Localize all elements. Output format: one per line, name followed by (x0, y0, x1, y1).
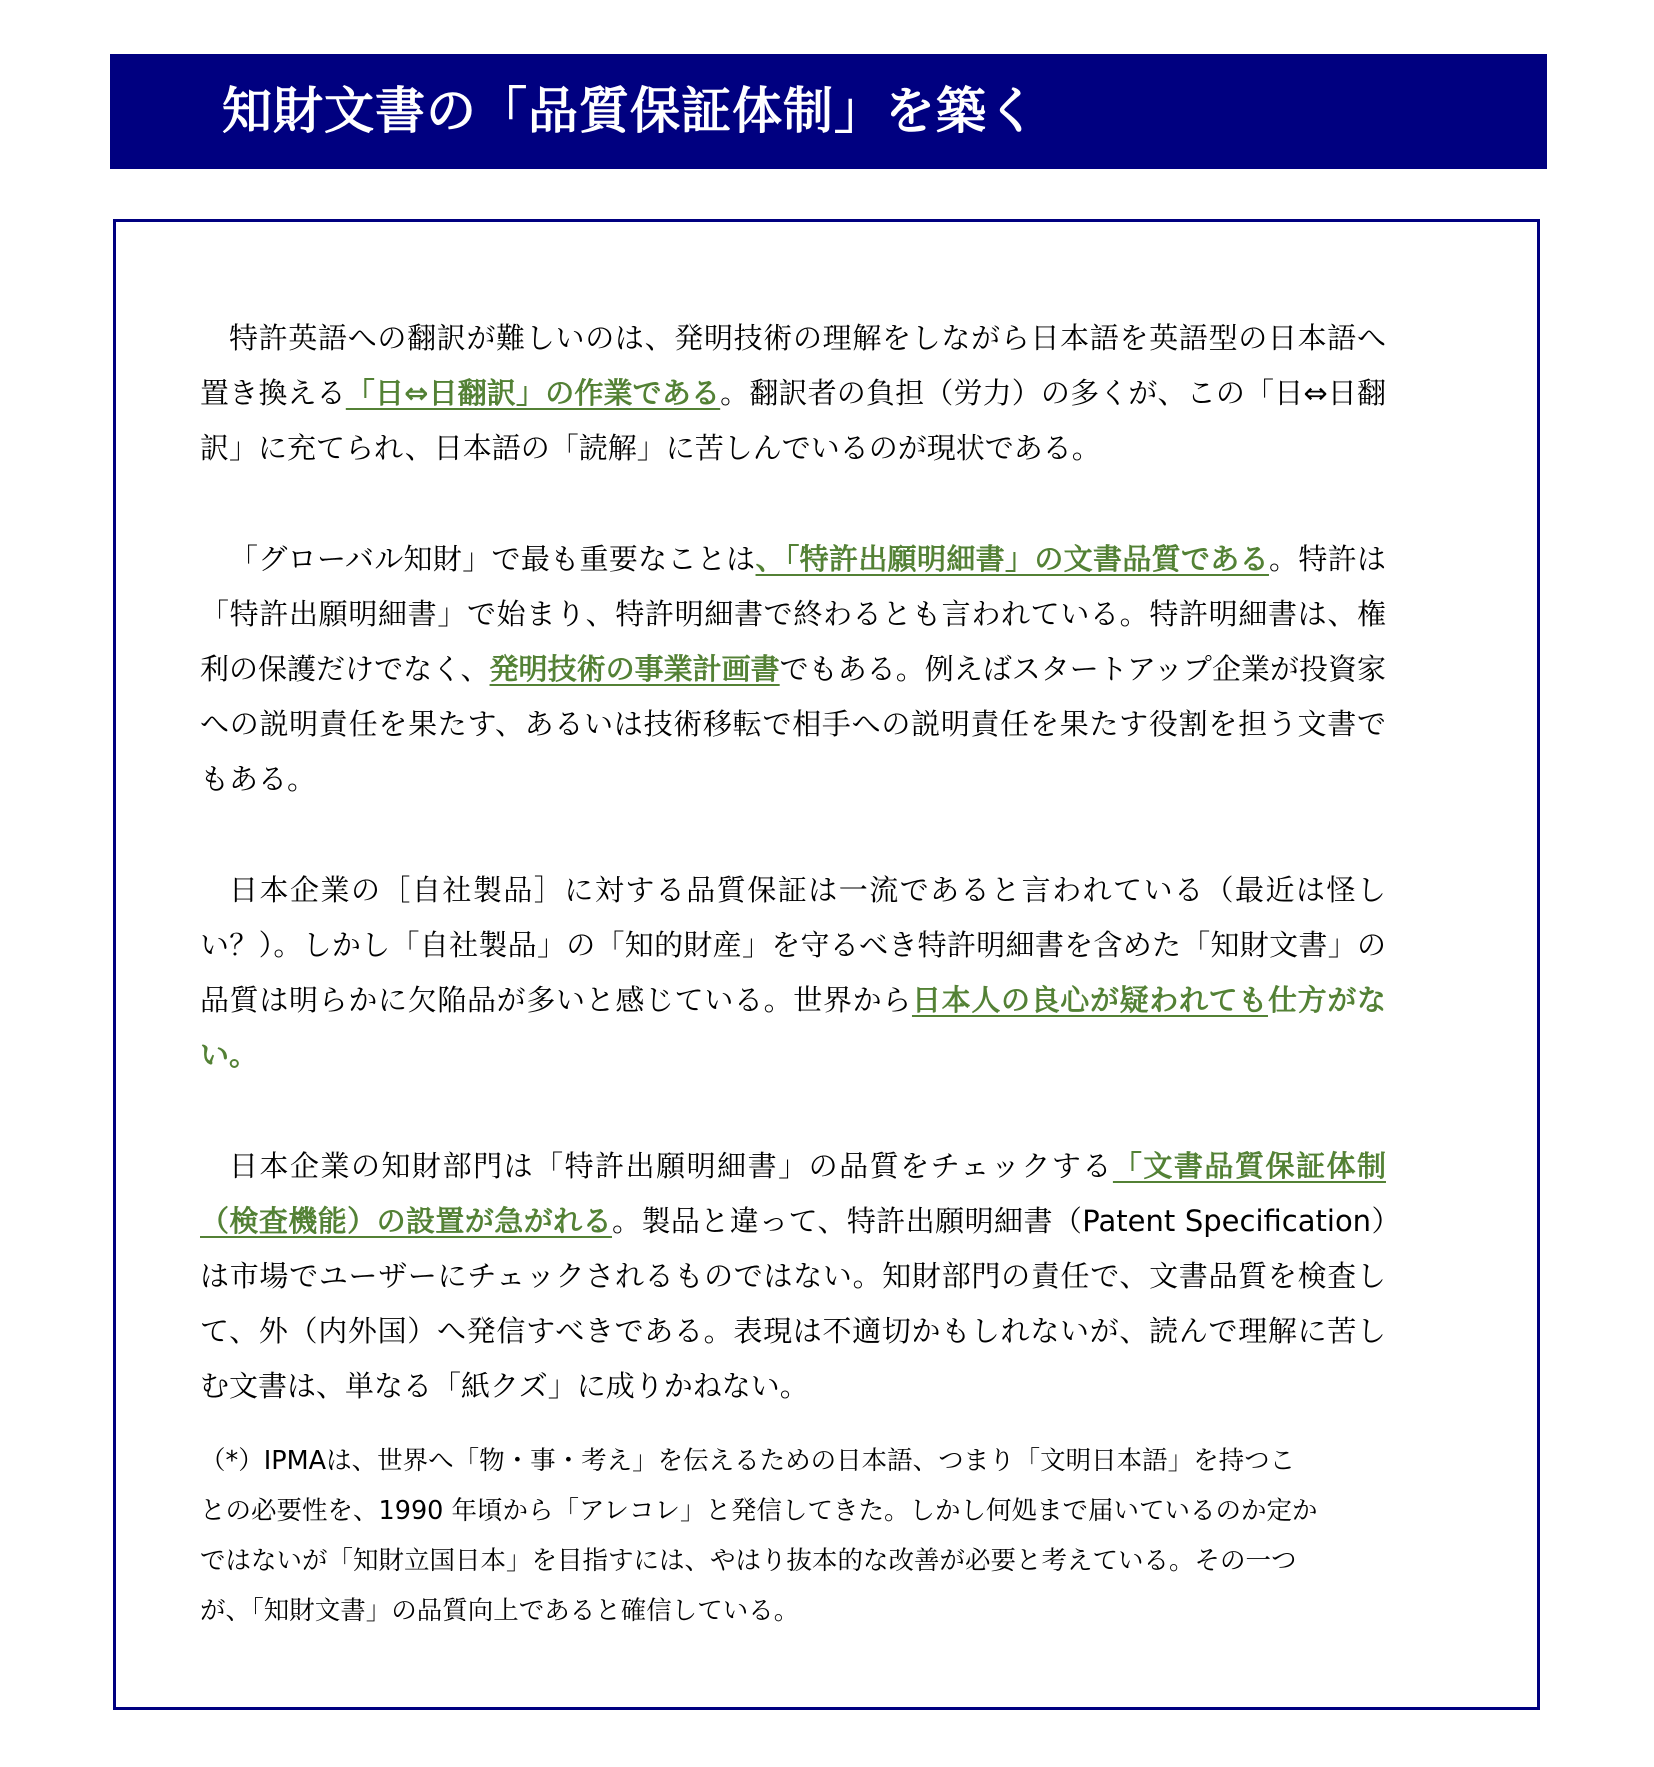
highlighted-phrase: 、「特許出願明細書」の文書品質である (755, 542, 1269, 576)
paragraph-3 (200, 863, 1386, 1083)
text-run: 。特許は「特許出願明細書」で始まり、特許明細書で終わるとも言われている。特許明細書は、権利の保護だけでなく、 (200, 542, 1386, 686)
paragraph-4 (200, 1139, 1386, 1414)
content-box (113, 219, 1540, 1710)
text-run: 。製品と違って、特許出願明細書（Patent Specification）は市場でユーザーにチェックされるものではない。知財部門の責任で、文書品質を検査して、外（内外国）へ発信すべきである。表現は不適切かもしれないが、読んで理解に苦しむ文書は、単なる「紙クズ」に成りかねない。 (200, 1204, 1386, 1403)
paragraph-2 (200, 532, 1386, 807)
paragraph-1 (200, 311, 1386, 476)
page-title: 知財文書の「品質保証体制」を築く (222, 82, 1038, 140)
highlighted-phrase: 日本人の良心が疑われても (911, 983, 1268, 1017)
footnote: （*）IPMAは、世界へ「物・事・考え」を伝えるための日本語、つまり「文明日本語」を持つことの必要性を、1990 年頃から「アレコレ」と発信してきた。しかし何処まで届いているのか定かではないが「知財立国日本」を目指すには、やはり抜本的な改善が必要と考えている。その一つが、「知財文書」の品質向上であると確信している。 (200, 1446, 1318, 1626)
title-banner (110, 54, 1547, 169)
highlighted-phrase: 発明技術の事業計画書 (489, 652, 780, 686)
content-body (200, 311, 1386, 1636)
text-run: 「グローバル知財」で最も重要なことは (229, 542, 756, 576)
text-run: 。翻訳者の負担（労力）の多くが、この「日⇔日翻訳」に充てられ、日本語の「読解」に苦しんでいるのが現状である。 (200, 376, 1386, 465)
text-run: 日本企業の知財部門は「特許出願明細書」の品質をチェックする (229, 1149, 1113, 1183)
text-run: 日本企業の［自社製品］に対する品質保証は一流であると言われている（最近は怪しい？）。しかし「自社製品」の「知的財産」を守るべき特許明細書を含めた「知財文書」の品質は明らかに欠陥品が多いと感じている。世界から (200, 873, 1386, 1017)
bold-phrase: 仕方がない。 (200, 983, 1386, 1072)
highlighted-phrase: 「日⇔日翻訳」の作業である (345, 376, 721, 410)
highlighted-phrase: 「文書品質保証体制（検査機能）の設置が急がれる (200, 1149, 1386, 1238)
text-run: でもある。例えばスタートアップ企業が投資家への説明責任を果たす、あるいは技術移転で相手への説明責任を果たす役割を担う文書でもある。 (200, 652, 1386, 796)
text-run: 特許英語への翻訳が難しいのは、発明技術の理解をしながら日本語を英語型の日本語へ置き換える (200, 321, 1386, 410)
